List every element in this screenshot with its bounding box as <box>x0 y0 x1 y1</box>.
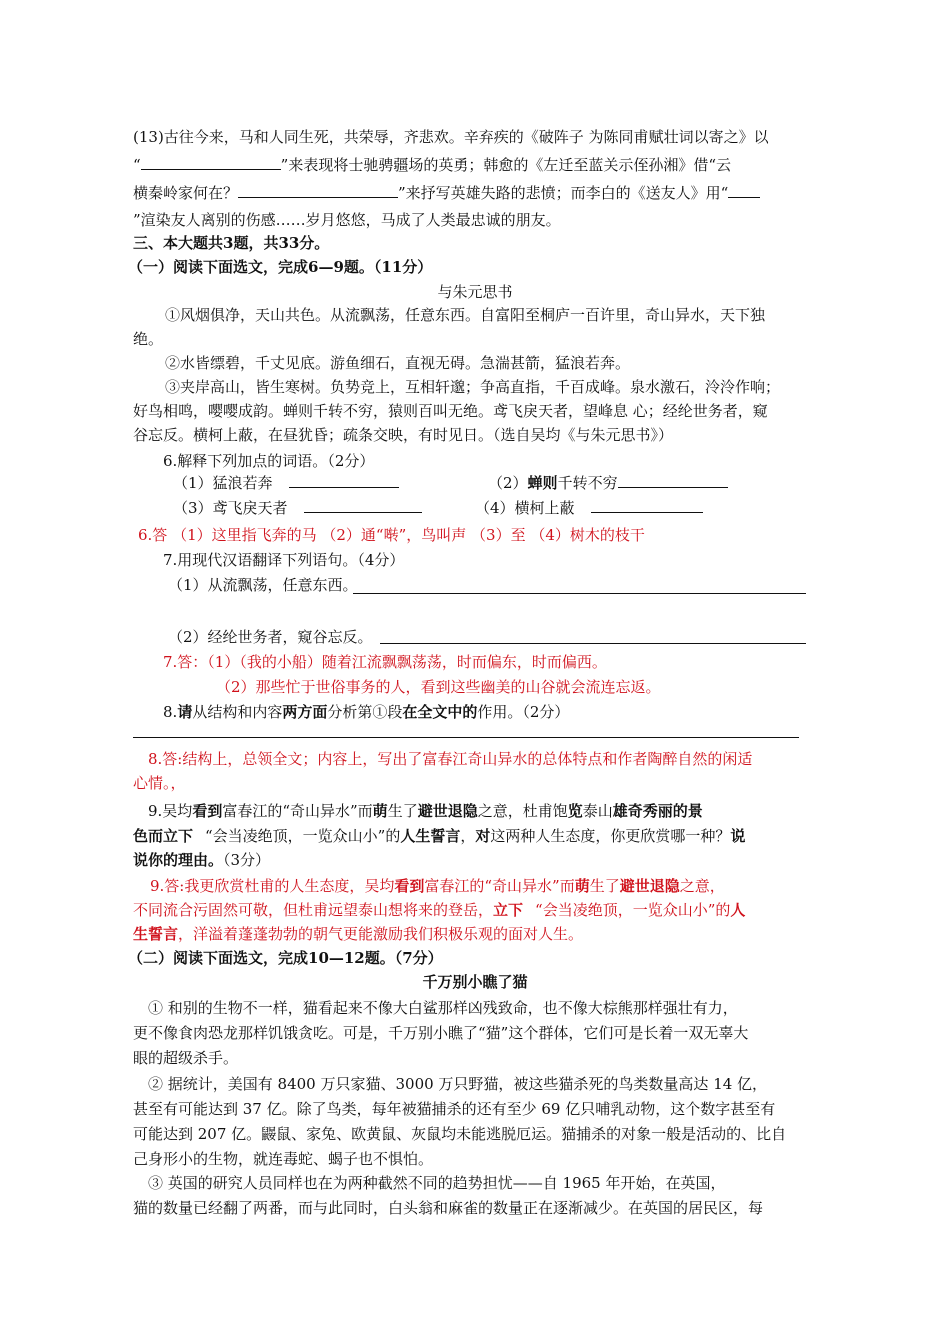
q6-stem: 6.解释下列加点的词语。（2分） <box>163 452 375 470</box>
passage-1-p2: ②水皆缥碧，千丈见底。游鱼细石，直视无碍。急湍甚箭，猛浪若奔。 <box>165 354 631 372</box>
passage-2-p1-line-3: 眼的超级杀手。 <box>133 1049 239 1067</box>
q8-bold-1: 请 <box>177 703 193 721</box>
q8-answer-line[interactable] <box>133 737 799 738</box>
part-2-heading: （二）阅读下面选文，完成10—12题。（7分） <box>128 949 443 967</box>
q9-a2-t2: “会当凌绝顶，一览众山小”的 <box>535 901 731 919</box>
passage-1-p3-line-2: 好鸟相鸣，嘤嘤成韵。蝉则千转不穷，猿则百叫无绝。鸢飞戾天者，望峰息 心；经纶世务者，窥 <box>133 402 768 420</box>
q9-stem-line-2 <box>133 826 745 846</box>
q9-a1-b3: 避世退隐 <box>619 877 680 895</box>
q13-blank-2[interactable] <box>238 183 398 198</box>
q13-line-2 <box>133 155 731 175</box>
q9-a3-t1: ，洋溢着蓬蓬勃勃的朝气更能激励我们积极乐观的面对人生。 <box>178 925 584 943</box>
q9-l3-b1: 说你的理由。 <box>133 851 224 869</box>
q9-a1-t4: 之意， <box>679 877 725 895</box>
q13-open-quote: “ <box>133 156 141 174</box>
q9-l2-b3: 对 <box>475 827 491 845</box>
q9-l2-b2: 人生誓言 <box>400 827 461 845</box>
passage-1-p1-line-2: 绝。 <box>133 330 164 348</box>
q6-item-3-text: （3）鸢飞戾天者 <box>173 499 288 517</box>
q9-a1-b2: 萌 <box>574 877 590 895</box>
q6-item-2-num: （2） <box>488 474 528 492</box>
q6-blank-3[interactable] <box>304 498 422 513</box>
passage-2-p2-line-4: 己身形小的生物，就连毒蛇、蝎子也不惧怕。 <box>133 1150 434 1168</box>
q6-item-2-text: 千转不穷 <box>557 474 618 492</box>
q9-b1: 看到 <box>192 802 223 820</box>
q9-l2-t1: “会当凌绝顶，一览众山小”的 <box>205 827 401 845</box>
passage-2-p2-line-3: 可能达到 207 亿。鼹鼠、家兔、欧黄鼠、灰鼠均未能逃脱厄运。猫捕杀的对象一般是活动的、比自 <box>133 1125 787 1143</box>
q9-t1: 9.吴均 <box>148 802 193 820</box>
q7-answer-1: 7.答：（1）（我的小船）随着江流飘飘荡荡，时而偏东，时而偏西。 <box>163 653 607 671</box>
q13-line-2-text: ”来表现将士驰骋疆场的英勇；韩愈的《左迁至蓝关示侄孙湘》借“云 <box>280 156 732 174</box>
q9-b2: 萌 <box>372 802 388 820</box>
passage-1-p3-line-1: ③夹岸高山，皆生寒树。负势竞上，互相轩邈；争高直指，千百成峰。泉水激石，泠泠作响； <box>165 378 781 396</box>
q13-line-3 <box>133 183 760 203</box>
q13-line-3-text: 横秦岭家何在？ <box>133 184 239 202</box>
part-1-heading: （一）阅读下面选文，完成6—9题。（11分） <box>128 258 433 276</box>
q7-answer-2: （2）那些忙于世俗事务的人，看到这些幽美的山谷就会流连忘返。 <box>216 678 661 696</box>
q7-item-2: （2）经纶世务者，窥谷忘反。 <box>168 628 373 646</box>
q8-bold-3: 在全文中的 <box>402 703 478 721</box>
section-3-heading: 三、本大题共3题，共33分。 <box>133 234 330 252</box>
q6-item-2 <box>488 473 728 493</box>
q8-answer-1: 8.答:结构上，总领全文；内容上，写出了富春江奇山异水的总体特点和作者陶醉自然的闲适 <box>148 750 753 768</box>
q8-bold-2: 两方面 <box>282 703 328 721</box>
q13-line-1: (13)古往今来，马和人同生死，共荣辱，齐悲欢。辛弃疾的《破阵子 为陈同甫赋壮词以寄之》以 <box>133 128 769 146</box>
q7-item-1: （1）从流飘荡，任意东西。 <box>168 576 358 594</box>
q9-answer-line-1 <box>150 876 725 896</box>
q9-stem-line-1 <box>148 801 703 821</box>
q6-item-3 <box>173 498 422 518</box>
q9-a1-t3: 生了 <box>589 877 620 895</box>
q9-a1-b1: 看到 <box>394 877 425 895</box>
passage-2-p1-line-1: ① 和别的生物不一样，猫看起来不像大白鲨那样凶残致命，也不像大棕熊那样强壮有力， <box>148 999 738 1017</box>
q9-t4: 之意，杜甫饱 <box>477 802 568 820</box>
q9-b5: 雄奇秀丽的景 <box>612 802 703 820</box>
passage-2-p2-line-1: ② 据统计，美国有 8400 万只家猫、3000 万只野猫，被这些猫杀死的鸟类数量高达 14 亿， <box>148 1075 768 1093</box>
q8-text-3: 作用。（2分） <box>477 703 570 721</box>
q13-blank-3[interactable] <box>728 183 760 198</box>
q8-answer-2: 心情。， <box>133 774 186 792</box>
q6-answer: 6.答 （1）这里指飞奔的马 （2）通“啭”，鸟叫声 （3）至 （4）树木的枝干 <box>138 526 645 544</box>
q9-t3: 生了 <box>387 802 418 820</box>
q9-a2-t1: 不同流合污固然可敬，但杜甫远望泰山想将来的登岳， <box>133 901 494 919</box>
part-1-title: 与朱元思书 <box>437 283 513 301</box>
passage-2-p2-line-2: 甚至有可能达到 37 亿。除了鸟类，每年被猫捕杀的还有至少 69 亿只哺乳动物，这个数字甚至有 <box>133 1100 776 1118</box>
q9-l2-t3: 这两种人生态度，你更欣赏哪一种？ <box>490 827 731 845</box>
passage-1-p3-line-3: 谷忘反。横柯上蔽，在昼犹昏；疏条交映，有时见日。（选自吴均《与朱元思书》） <box>133 426 674 444</box>
q9-l3-t1: （3分） <box>223 851 271 869</box>
q6-item-4-text: （4）横柯上蔽 <box>475 499 575 517</box>
q9-l2-b1: 色而立下 <box>133 827 194 845</box>
q9-answer-line-2 <box>133 900 745 920</box>
q6-item-1 <box>173 473 399 493</box>
q6-blank-1[interactable] <box>289 473 399 488</box>
q7-answer-line-2[interactable] <box>380 643 806 644</box>
q6-item-2-bold: 蝉则 <box>527 474 558 492</box>
q9-l2-t2: ， <box>460 827 476 845</box>
part-2-title: 千万别小瞧了猫 <box>422 973 528 991</box>
q9-a3-b1: 生誓言 <box>133 925 179 943</box>
passage-1-p1-line-1: ①风烟俱净，天山共色。从流飘荡，任意东西。自富阳至桐庐一百许里，奇山异水，天下独 <box>165 306 766 324</box>
passage-2-p1-line-2: 更不像食肉恐龙那样饥饿贪吃。可是，千万别小瞧了“猫”这个群体，它们可是长着一双无辜大 <box>133 1024 749 1042</box>
q9-a1-t2: 富春江的“奇山异水”而 <box>424 877 575 895</box>
q13-line-3-text-b: ”来抒写英雄失路的悲愤；而李白的《送友人》用“ <box>398 184 729 202</box>
q13-line-4: ”渲染友人离别的伤感……岁月悠悠，马成了人类最忠诚的朋友。 <box>133 211 561 229</box>
q6-item-4 <box>475 498 703 518</box>
q8-num: 8. <box>163 703 178 721</box>
q9-answer-line-3 <box>133 924 583 944</box>
q6-item-1-text: （1）猛浪若奔 <box>173 474 273 492</box>
q8-text-1: 从结构和内容 <box>192 703 283 721</box>
q9-t2: 富春江的“奇山异水”而 <box>222 802 373 820</box>
q7-stem: 7.用现代汉语翻译下列语句。（4分） <box>163 551 405 569</box>
q6-blank-2[interactable] <box>618 473 728 488</box>
q9-stem-line-3 <box>133 850 270 870</box>
q13-blank-1[interactable] <box>141 155 281 170</box>
passage-2-p3-line-2: 猫的数量已经翻了两番，而与此同时，白头翁和麻雀的数量正在逐渐减少。在英国的居民区，每 <box>133 1199 764 1217</box>
q6-blank-4[interactable] <box>591 498 703 513</box>
q9-t5: 泰山 <box>582 802 613 820</box>
q9-b3: 避世退隐 <box>417 802 478 820</box>
q9-b4: 览 <box>567 802 583 820</box>
passage-2-p3-line-1: ③ 英国的研究人员同样也在为两种截然不同的趋势担忧——自 1965 年开始，在英国， <box>148 1174 726 1192</box>
q9-a2-b1: 立下 <box>493 901 524 919</box>
q9-a1-t1: 9.答:我更欣赏杜甫的人生态度，吴均 <box>150 877 395 895</box>
q8-stem <box>163 702 569 722</box>
q9-l2-b4: 说 <box>730 827 746 845</box>
q9-a2-b2: 人 <box>730 901 746 919</box>
q7-answer-line-1[interactable] <box>353 593 806 594</box>
q8-text-2: 分析第①段 <box>327 703 403 721</box>
